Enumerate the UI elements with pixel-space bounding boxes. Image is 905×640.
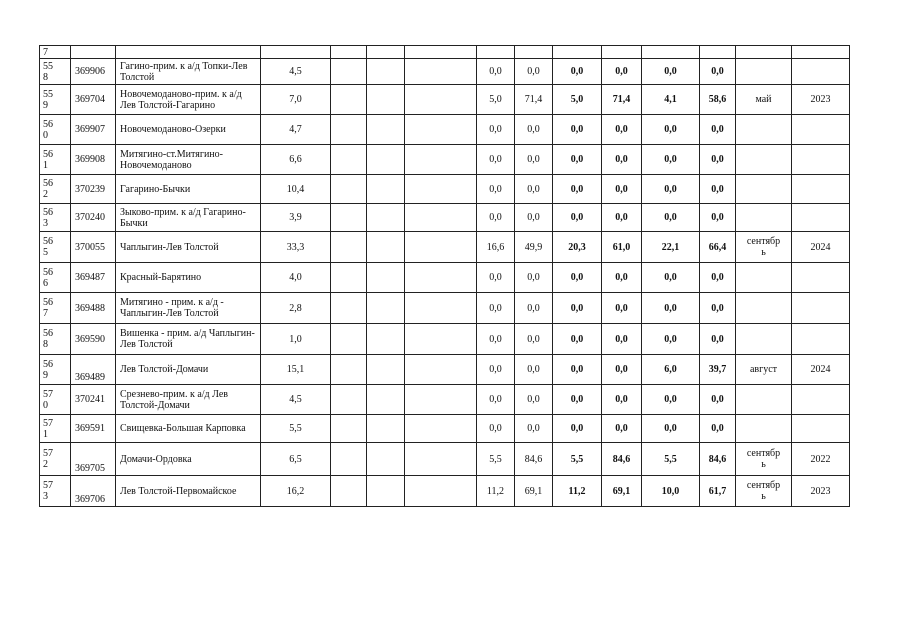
empty-cell — [367, 263, 405, 293]
road-code-cell: 369706 — [71, 476, 116, 507]
empty-cell — [331, 232, 367, 263]
road-code-cell: 369590 — [71, 324, 116, 355]
table-row — [40, 175, 850, 204]
empty-cell — [331, 385, 367, 415]
value-cell-bold: 0,0 — [642, 115, 700, 145]
empty-cell — [367, 115, 405, 145]
month-cell: сентябр ь — [736, 476, 792, 507]
empty-cell — [367, 415, 405, 443]
row-number-cell: 57 2 — [40, 443, 71, 476]
road-length-cell: 7,0 — [261, 85, 331, 115]
empty-cell — [405, 145, 477, 175]
table-row — [40, 355, 850, 385]
value-cell — [477, 46, 515, 59]
empty-cell — [405, 232, 477, 263]
year-cell: 2022 — [792, 443, 850, 476]
value-cell-bold: 0,0 — [700, 204, 736, 232]
empty-cell — [405, 324, 477, 355]
empty-cell — [405, 46, 477, 59]
value-cell: 0,0 — [515, 415, 553, 443]
empty-cell — [331, 85, 367, 115]
value-cell: 16,6 — [477, 232, 515, 263]
road-length-cell: 4,0 — [261, 263, 331, 293]
value-cell-bold: 84,6 — [700, 443, 736, 476]
road-length-cell: 6,5 — [261, 443, 331, 476]
road-name-cell: Лев Толстой-Первомайское — [116, 476, 261, 507]
table-row — [40, 145, 850, 175]
month-cell: август — [736, 355, 792, 385]
road-length-cell: 5,5 — [261, 415, 331, 443]
value-cell-bold: 0,0 — [602, 204, 642, 232]
road-name-cell: Свищевка-Большая Карповка — [116, 415, 261, 443]
value-cell: 49,9 — [515, 232, 553, 263]
empty-cell — [405, 59, 477, 85]
table-row — [40, 85, 850, 115]
empty-cell — [331, 476, 367, 507]
month-cell — [736, 385, 792, 415]
road-code-cell: 369489 — [71, 355, 116, 385]
road-name-cell: Красный-Барятино — [116, 263, 261, 293]
road-code-cell: 369704 — [71, 85, 116, 115]
value-cell-bold: 6,0 — [642, 355, 700, 385]
value-cell: 84,6 — [515, 443, 553, 476]
value-cell-bold: 5,5 — [642, 443, 700, 476]
empty-cell — [405, 204, 477, 232]
row-number-cell: 55 8 — [40, 59, 71, 85]
value-cell-bold — [700, 46, 736, 59]
row-number-cell: 7 — [40, 46, 71, 59]
value-cell-bold: 66,4 — [700, 232, 736, 263]
value-cell-bold: 22,1 — [642, 232, 700, 263]
empty-cell — [331, 293, 367, 324]
value-cell-bold: 0,0 — [700, 175, 736, 204]
empty-cell — [367, 443, 405, 476]
road-code-cell — [71, 46, 116, 59]
value-cell: 0,0 — [477, 263, 515, 293]
value-cell-bold: 0,0 — [642, 145, 700, 175]
value-cell-bold: 84,6 — [602, 443, 642, 476]
month-cell — [736, 263, 792, 293]
row-number-cell: 56 0 — [40, 115, 71, 145]
value-cell-bold: 0,0 — [642, 324, 700, 355]
value-cell-bold: 0,0 — [642, 293, 700, 324]
empty-cell — [367, 324, 405, 355]
value-cell-bold: 0,0 — [553, 115, 602, 145]
value-cell-bold: 39,7 — [700, 355, 736, 385]
value-cell-bold: 0,0 — [553, 415, 602, 443]
empty-cell — [331, 263, 367, 293]
value-cell-bold: 0,0 — [602, 115, 642, 145]
value-cell-bold: 0,0 — [700, 324, 736, 355]
year-cell: 2024 — [792, 232, 850, 263]
value-cell: 11,2 — [477, 476, 515, 507]
value-cell: 0,0 — [515, 263, 553, 293]
table-row — [40, 324, 850, 355]
road-length-cell: 10,4 — [261, 175, 331, 204]
road-length-cell: 33,3 — [261, 232, 331, 263]
table-row — [40, 232, 850, 263]
value-cell: 0,0 — [515, 324, 553, 355]
empty-cell — [367, 204, 405, 232]
value-cell: 0,0 — [477, 355, 515, 385]
value-cell-bold: 0,0 — [700, 415, 736, 443]
empty-cell — [367, 46, 405, 59]
value-cell-bold: 0,0 — [602, 175, 642, 204]
table-row — [40, 263, 850, 293]
value-cell-bold: 0,0 — [602, 385, 642, 415]
road-name-cell: Домачи-Ордовка — [116, 443, 261, 476]
empty-cell — [367, 59, 405, 85]
road-code-cell: 370055 — [71, 232, 116, 263]
road-length-cell: 4,5 — [261, 59, 331, 85]
value-cell-bold: 61,7 — [700, 476, 736, 507]
row-number-cell: 57 3 — [40, 476, 71, 507]
empty-cell — [405, 476, 477, 507]
value-cell: 0,0 — [477, 415, 515, 443]
road-name-cell: Вишенка - прим. а/д Чаплыгин-Лев Толстой — [116, 324, 261, 355]
table-row — [40, 415, 850, 443]
value-cell-bold: 0,0 — [602, 293, 642, 324]
month-cell — [736, 145, 792, 175]
empty-cell — [405, 385, 477, 415]
value-cell: 0,0 — [515, 59, 553, 85]
road-code-cell: 369488 — [71, 293, 116, 324]
roads-table — [39, 45, 850, 507]
road-name-cell: Новочемоданово-прим. к а/д Лев Толстой-Гагарино — [116, 85, 261, 115]
value-cell-bold: 10,0 — [642, 476, 700, 507]
value-cell-bold: 0,0 — [642, 385, 700, 415]
empty-cell — [405, 175, 477, 204]
month-cell — [736, 324, 792, 355]
empty-cell — [367, 175, 405, 204]
value-cell-bold: 0,0 — [642, 175, 700, 204]
value-cell-bold: 0,0 — [700, 385, 736, 415]
empty-cell — [331, 46, 367, 59]
road-name-cell: Митягино-ст.Митягино-Новочемоданово — [116, 145, 261, 175]
value-cell: 0,0 — [515, 204, 553, 232]
road-length-cell — [261, 46, 331, 59]
road-code-cell: 370239 — [71, 175, 116, 204]
year-cell — [792, 293, 850, 324]
empty-cell — [331, 175, 367, 204]
month-cell: сентябр ь — [736, 443, 792, 476]
value-cell-bold — [642, 46, 700, 59]
value-cell-bold: 0,0 — [553, 145, 602, 175]
empty-cell — [367, 85, 405, 115]
empty-cell — [367, 145, 405, 175]
value-cell-bold: 69,1 — [602, 476, 642, 507]
road-code-cell: 369906 — [71, 59, 116, 85]
table-row — [40, 46, 850, 59]
value-cell: 0,0 — [515, 175, 553, 204]
value-cell-bold — [553, 46, 602, 59]
value-cell-bold: 0,0 — [700, 59, 736, 85]
value-cell-bold: 5,0 — [553, 85, 602, 115]
empty-cell — [367, 293, 405, 324]
road-name-cell: Гагарино-Бычки — [116, 175, 261, 204]
year-cell — [792, 59, 850, 85]
empty-cell — [405, 443, 477, 476]
value-cell: 0,0 — [477, 145, 515, 175]
value-cell: 0,0 — [515, 145, 553, 175]
road-code-cell: 369908 — [71, 145, 116, 175]
value-cell: 0,0 — [477, 59, 515, 85]
row-number-cell: 56 1 — [40, 145, 71, 175]
month-cell — [736, 115, 792, 145]
year-cell — [792, 263, 850, 293]
value-cell-bold: 0,0 — [642, 415, 700, 443]
road-length-cell: 6,6 — [261, 145, 331, 175]
value-cell-bold: 0,0 — [602, 415, 642, 443]
empty-cell — [331, 355, 367, 385]
value-cell-bold: 0,0 — [553, 175, 602, 204]
year-cell: 2023 — [792, 85, 850, 115]
empty-cell — [331, 324, 367, 355]
road-length-cell: 16,2 — [261, 476, 331, 507]
year-cell — [792, 46, 850, 59]
table-row — [40, 476, 850, 507]
value-cell: 5,5 — [477, 443, 515, 476]
month-cell: май — [736, 85, 792, 115]
value-cell-bold: 0,0 — [602, 324, 642, 355]
empty-cell — [367, 476, 405, 507]
value-cell: 0,0 — [477, 293, 515, 324]
value-cell-bold: 61,0 — [602, 232, 642, 263]
row-number-cell: 57 1 — [40, 415, 71, 443]
empty-cell — [331, 115, 367, 145]
row-number-cell: 56 3 — [40, 204, 71, 232]
empty-cell — [405, 115, 477, 145]
value-cell: 0,0 — [477, 115, 515, 145]
year-cell: 2023 — [792, 476, 850, 507]
empty-cell — [405, 355, 477, 385]
empty-cell — [405, 293, 477, 324]
road-length-cell: 15,1 — [261, 355, 331, 385]
value-cell-bold — [602, 46, 642, 59]
month-cell — [736, 415, 792, 443]
road-length-cell: 3,9 — [261, 204, 331, 232]
value-cell-bold: 11,2 — [553, 476, 602, 507]
table-row — [40, 385, 850, 415]
value-cell: 0,0 — [477, 385, 515, 415]
value-cell-bold: 0,0 — [602, 263, 642, 293]
year-cell — [792, 415, 850, 443]
value-cell-bold: 20,3 — [553, 232, 602, 263]
value-cell: 0,0 — [515, 355, 553, 385]
value-cell-bold: 58,6 — [700, 85, 736, 115]
empty-cell — [331, 415, 367, 443]
row-number-cell: 56 2 — [40, 175, 71, 204]
row-number-cell: 56 9 — [40, 355, 71, 385]
value-cell: 0,0 — [515, 115, 553, 145]
value-cell-bold: 0,0 — [700, 263, 736, 293]
value-cell-bold: 0,0 — [553, 324, 602, 355]
year-cell — [792, 204, 850, 232]
empty-cell — [367, 232, 405, 263]
value-cell — [515, 46, 553, 59]
table-row — [40, 115, 850, 145]
road-code-cell: 369487 — [71, 263, 116, 293]
value-cell-bold: 0,0 — [642, 263, 700, 293]
row-number-cell: 56 8 — [40, 324, 71, 355]
empty-cell — [331, 145, 367, 175]
value-cell-bold: 0,0 — [642, 59, 700, 85]
road-length-cell: 4,7 — [261, 115, 331, 145]
year-cell — [792, 385, 850, 415]
month-cell — [736, 204, 792, 232]
road-code-cell: 370241 — [71, 385, 116, 415]
table-row — [40, 59, 850, 85]
value-cell-bold: 0,0 — [553, 385, 602, 415]
value-cell-bold: 4,1 — [642, 85, 700, 115]
road-code-cell: 369591 — [71, 415, 116, 443]
value-cell-bold: 0,0 — [553, 355, 602, 385]
row-number-cell: 57 0 — [40, 385, 71, 415]
year-cell — [792, 115, 850, 145]
value-cell: 69,1 — [515, 476, 553, 507]
value-cell-bold: 0,0 — [553, 263, 602, 293]
table-row — [40, 443, 850, 476]
value-cell-bold: 0,0 — [700, 115, 736, 145]
year-cell — [792, 145, 850, 175]
road-name-cell: Зыково-прим. к а/д Гагарино-Бычки — [116, 204, 261, 232]
road-length-cell: 2,8 — [261, 293, 331, 324]
road-code-cell: 370240 — [71, 204, 116, 232]
value-cell: 0,0 — [515, 385, 553, 415]
empty-cell — [405, 415, 477, 443]
road-code-cell: 369705 — [71, 443, 116, 476]
empty-cell — [367, 355, 405, 385]
value-cell-bold: 5,5 — [553, 443, 602, 476]
value-cell: 0,0 — [477, 324, 515, 355]
year-cell: 2024 — [792, 355, 850, 385]
value-cell: 0,0 — [477, 175, 515, 204]
value-cell-bold: 71,4 — [602, 85, 642, 115]
value-cell: 71,4 — [515, 85, 553, 115]
value-cell: 5,0 — [477, 85, 515, 115]
empty-cell — [331, 59, 367, 85]
value-cell-bold: 0,0 — [602, 59, 642, 85]
road-name-cell: Срезнево-прим. к а/д Лев Толстой-Домачи — [116, 385, 261, 415]
value-cell-bold: 0,0 — [700, 145, 736, 175]
value-cell-bold: 0,0 — [642, 204, 700, 232]
value-cell-bold: 0,0 — [553, 59, 602, 85]
road-name-cell: Чаплыгин-Лев Толстой — [116, 232, 261, 263]
empty-cell — [405, 85, 477, 115]
empty-cell — [331, 204, 367, 232]
road-length-cell: 1,0 — [261, 324, 331, 355]
road-name-cell: Гагино-прим. к а/д Топки-Лев Толстой — [116, 59, 261, 85]
year-cell — [792, 324, 850, 355]
road-name-cell: Лев Толстой-Домачи — [116, 355, 261, 385]
month-cell — [736, 175, 792, 204]
row-number-cell: 55 9 — [40, 85, 71, 115]
empty-cell — [331, 443, 367, 476]
road-name-cell: Новочемоданово-Озерки — [116, 115, 261, 145]
value-cell-bold: 0,0 — [553, 204, 602, 232]
value-cell-bold: 0,0 — [602, 145, 642, 175]
row-number-cell: 56 6 — [40, 263, 71, 293]
month-cell — [736, 59, 792, 85]
month-cell — [736, 46, 792, 59]
table-body — [40, 46, 850, 507]
value-cell: 0,0 — [515, 293, 553, 324]
value-cell-bold: 0,0 — [553, 293, 602, 324]
road-name-cell — [116, 46, 261, 59]
empty-cell — [405, 263, 477, 293]
road-name-cell: Митягино - прим. к а/д - Чаплыгин-Лев Толстой — [116, 293, 261, 324]
row-number-cell: 56 5 — [40, 232, 71, 263]
month-cell — [736, 293, 792, 324]
empty-cell — [367, 385, 405, 415]
road-code-cell: 369907 — [71, 115, 116, 145]
value-cell-bold: 0,0 — [700, 293, 736, 324]
road-length-cell: 4,5 — [261, 385, 331, 415]
table-row — [40, 293, 850, 324]
value-cell: 0,0 — [477, 204, 515, 232]
table-row — [40, 204, 850, 232]
year-cell — [792, 175, 850, 204]
value-cell-bold: 0,0 — [602, 355, 642, 385]
row-number-cell: 56 7 — [40, 293, 71, 324]
month-cell: сентябр ь — [736, 232, 792, 263]
